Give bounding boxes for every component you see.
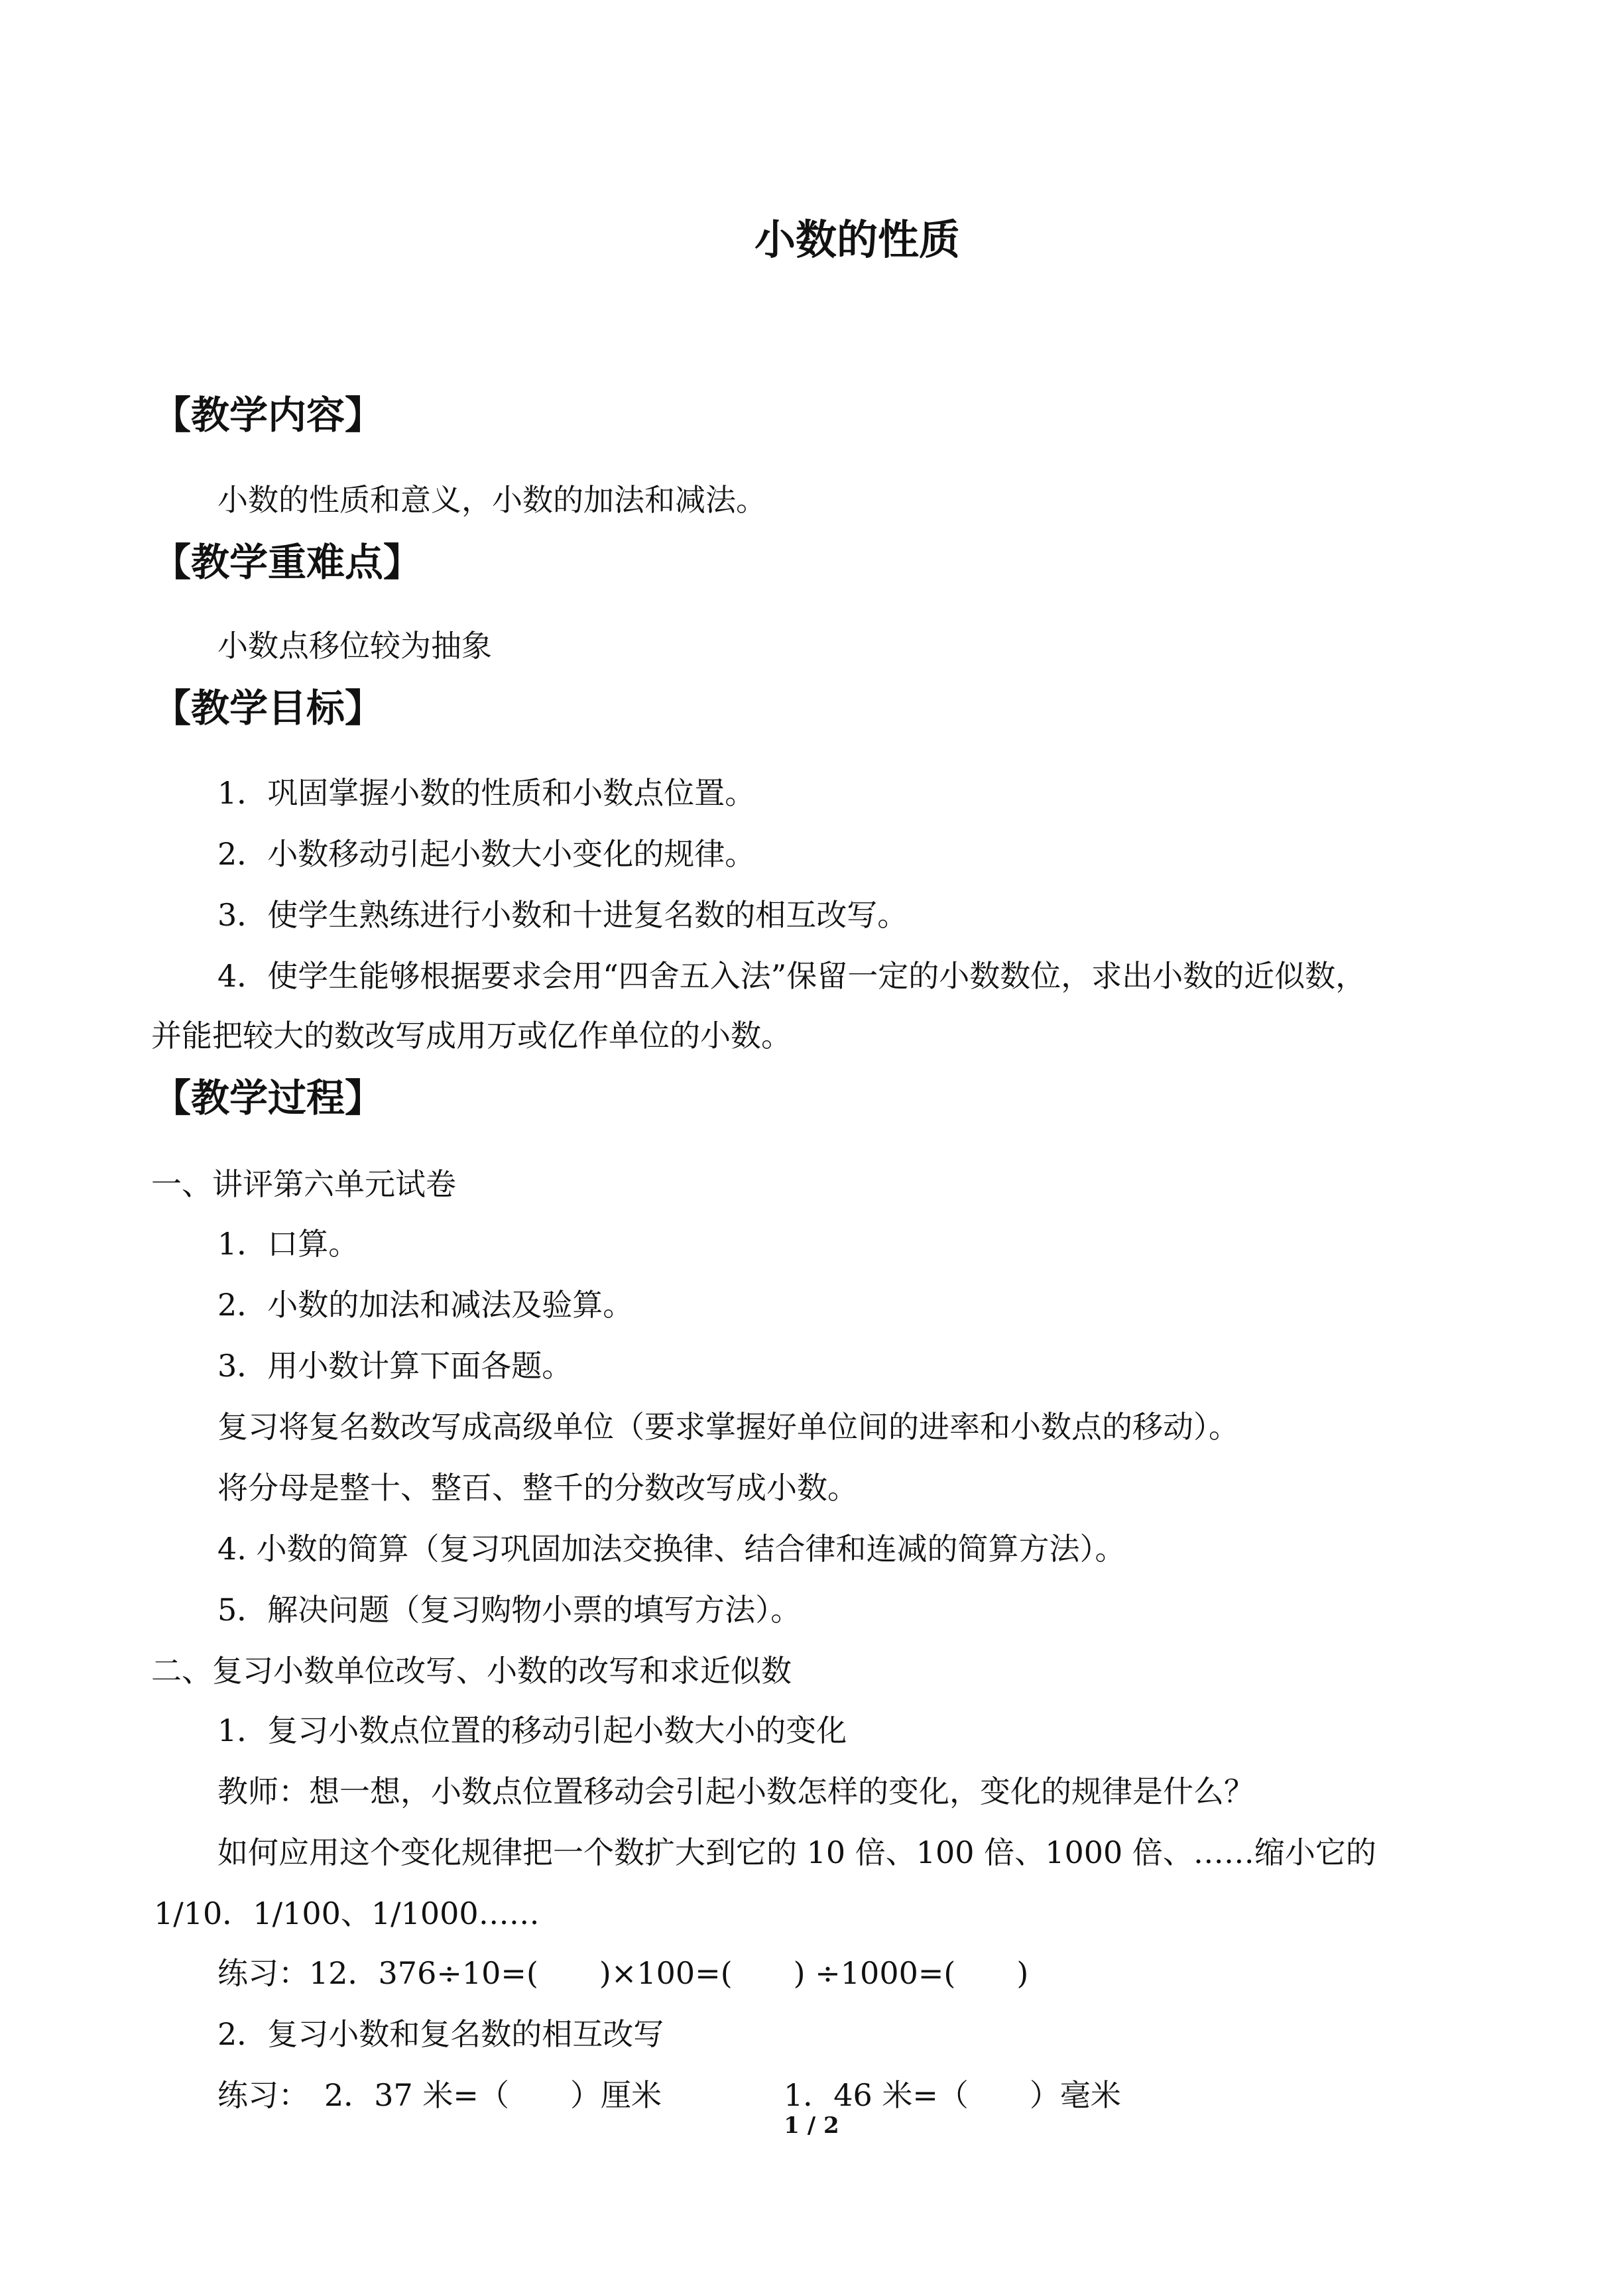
process-part2-line: 1/10．1/100、1/1000…… bbox=[154, 1896, 540, 1931]
process-part1-line: 2．小数的加法和减法及验算。 bbox=[217, 1287, 634, 1323]
process-part1-line: 将分母是整十、整百、整千的分数改写成小数。 bbox=[217, 1470, 858, 1506]
objective-item-continuation: 并能把较大的数改写成用万或亿作单位的小数。 bbox=[151, 1018, 792, 1054]
process-part2-line: 如何应用这个变化规律把一个数扩大到它的 10 倍、100 倍、1000 倍、……缩小它的 bbox=[217, 1835, 1376, 1870]
objective-item: 3．使学生熟练进行小数和十进复名数的相互改写。 bbox=[217, 897, 908, 933]
objective-item: 1．巩固掌握小数的性质和小数点位置。 bbox=[217, 775, 756, 811]
key-difficulties-text: 小数点移位较为抽象 bbox=[217, 628, 492, 664]
process-part1-line: 5．解决问题（复习购物小票的填写方法）。 bbox=[217, 1592, 802, 1628]
heading-teaching-objectives: 【教学目标】 bbox=[152, 686, 384, 731]
teaching-content-text: 小数的性质和意义，小数的加法和减法。 bbox=[217, 482, 766, 518]
page-title: 小数的性质 bbox=[754, 215, 961, 264]
exercise-line: 练习：12．376÷10=( )×100=( ) ÷1000=( ) bbox=[217, 1955, 1029, 1991]
process-part2-line: 1．复习小数点位置的移动引起小数大小的变化 bbox=[217, 1713, 847, 1748]
process-part1-line: 4. 小数的简算（复习巩固加法交换律、结合律和连减的简算方法）。 bbox=[217, 1531, 1126, 1567]
heading-teaching-content: 【教学内容】 bbox=[152, 393, 384, 438]
process-part2-line: 教师：想一想，小数点位置移动会引起小数怎样的变化，变化的规律是什么？ bbox=[217, 1774, 1254, 1809]
heading-key-difficulties: 【教学重难点】 bbox=[152, 540, 422, 585]
process-part2-line: 2．复习小数和复名数的相互改写 bbox=[217, 2016, 664, 2052]
process-part1-line: 3．用小数计算下面各题。 bbox=[217, 1348, 573, 1384]
heading-teaching-process: 【教学过程】 bbox=[152, 1075, 384, 1120]
page-number: 1 / 2 bbox=[784, 2112, 839, 2139]
objective-item: 2．小数移动引起小数大小变化的规律。 bbox=[217, 836, 756, 872]
objective-item: 4．使学生能够根据要求会用“四舍五入法”保留一定的小数数位，求出小数的近似数， bbox=[217, 958, 1366, 994]
process-part1-title: 一、讲评第六单元试卷 bbox=[151, 1166, 456, 1202]
exercise-line: 练习： 2．37 米=（ ）厘米 1．46 米=（ ）毫米 bbox=[217, 2077, 1121, 2113]
process-part1-line: 1．口算。 bbox=[217, 1226, 359, 1262]
process-part2-title: 二、复习小数单位改写、小数的改写和求近似数 bbox=[151, 1653, 792, 1689]
process-part1-line: 复习将复名数改写成高级单位（要求掌握好单位间的进率和小数点的移动）。 bbox=[217, 1409, 1239, 1445]
